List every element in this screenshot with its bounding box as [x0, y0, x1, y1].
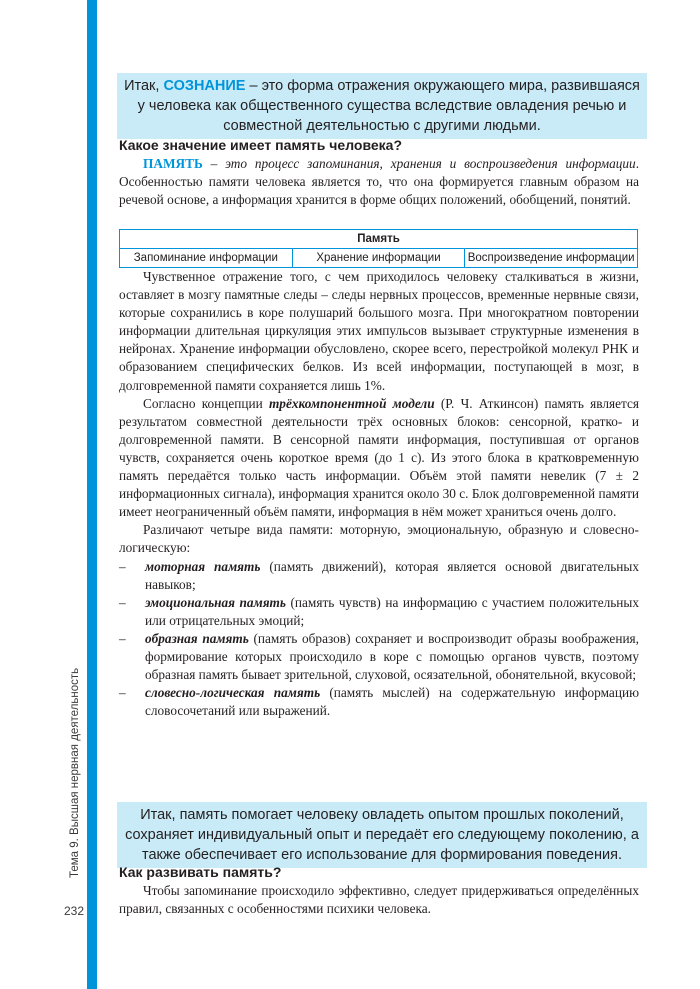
definition-callout-consciousness [117, 73, 647, 139]
paragraph-atkinson-b: (Р. Ч. Аткинсон) память является результатом совместной деятельности трёх основных блоков: сенсорной, кратко- и долговременной памяти. В сенсорной памяти информация, поступившая от органов чувств, сохраняется очень короткое время (до 1 с). Из этого блока в кратковременную память передаётся только часть информации. Объём этой памяти невелик (7 ± 2 информационных сигнала), информация хранится около 30 с. Блок долговременной памяти имеет неограниченный объём памяти, информация в нём может храниться очень долго. [119, 395, 639, 520]
list-text: (память образов) сохраняет и воспроизводит образы воображения, формирование которых происходило в коре с помощью органов чувств, поэтому образная память бывает зрительной, слуховой, осязательной, обонятельной, вкусовой; [145, 630, 640, 683]
paragraph-rules: Чтобы запоминание происходило эффективно, следует придерживаться определённых правил, связанных с особенностями психики человека. [119, 883, 639, 917]
list-item-imagery [119, 630, 639, 684]
section-heading-memory-meaning: Какое значение имеет память человека? [119, 137, 403, 153]
callout-prefix: Итак, [124, 78, 164, 94]
list-term: словесно-логическая память [145, 685, 321, 701]
memory-table-cell: Воспроизведение информации [465, 249, 638, 268]
memory-table-header: Память [120, 230, 638, 249]
develop-memory-text [119, 882, 639, 918]
paragraph-traces: Чувственное отражение того, с чем приходилось человеку сталкиваться в жизни, оставляет в мозгу памятные следы – следы нервных процессов, временные нервные связи, которые сохранились в коре полушарий большого мозга. При многократном повторении информации длительная циркуляция этих импульсов вызывает структурные изменения в нейронах. Хранение информации обусловлено, скорее всего, перестройкой молекул РНК и образованием специфических белков. Из всей информации, поступающей в мозг, в долговременной памяти сохраняется лишь 1%. [119, 269, 639, 393]
list-text: (память движений), которая является основой двигательных навыков; [145, 558, 639, 592]
list-text: (память чувств) на информацию с участием положительных или отрицательных эмоций; [145, 594, 639, 628]
section-heading-develop-memory: Как развивать память? [119, 864, 282, 880]
callout-text: – это форма отражения окружающего мира, развившаяся у человека как общественного существа вследствие овладения речью и совместной деятельностью с другими людьми. [137, 78, 640, 134]
memory-table-cell: Хранение информации [292, 249, 465, 268]
paragraph-atkinson [119, 395, 639, 522]
paragraph-atkinson-a: Согласно концепции [143, 395, 269, 411]
definition-rest: . Особенностью памяти человека является то, что она формируется главным образом на речевой основе, а информация хранится в форме общих положений, обобщений, понятий. [119, 156, 640, 208]
chapter-label: Тема 9. Высшая нервная деятельность [69, 667, 81, 878]
list-item-emotional [119, 594, 639, 630]
summary-callout-memory: Итак, память помогает человеку овладеть опытом прошлых поколений, сохраняет индивидуальный опыт и передаёт его следующему поколению, а также обеспечивает его использование для формирования поведения. [117, 802, 647, 868]
memory-definition [119, 155, 639, 209]
list-item-motor [119, 558, 639, 594]
list-term: образная память [145, 630, 249, 646]
page-margin [0, 0, 66, 989]
list-text: (память мыслей) на содержательную информацию словосочетаний или выражений. [145, 685, 639, 719]
model-term: трёхкомпонентной модели [268, 395, 435, 411]
list-dash: – [119, 630, 126, 646]
blue-margin-strip [87, 0, 97, 989]
definition-term: ПАМЯТЬ [143, 156, 203, 171]
list-term: моторная память [145, 558, 261, 574]
list-dash: – [119, 594, 126, 610]
list-dash: – [119, 685, 126, 701]
paragraph-types: Различают четыре вида памяти: моторную, эмоциональную, образную и словесно-логическую: [119, 522, 639, 556]
list-item-verbal-logical [119, 684, 639, 720]
memory-table-cell: Запоминание информации [120, 249, 293, 268]
main-body-text [119, 268, 639, 720]
list-term: эмоциональная память [145, 594, 286, 610]
page-number: 232 [64, 904, 85, 918]
definition-dash: – [202, 156, 226, 171]
definition-paragraph [119, 155, 639, 209]
memory-table [119, 229, 638, 268]
definition-italic: это процесс запоминания, хранения и воспроизведения информации [225, 156, 636, 171]
callout-term: СОЗНАНИЕ [163, 78, 246, 94]
list-dash: – [119, 558, 126, 574]
